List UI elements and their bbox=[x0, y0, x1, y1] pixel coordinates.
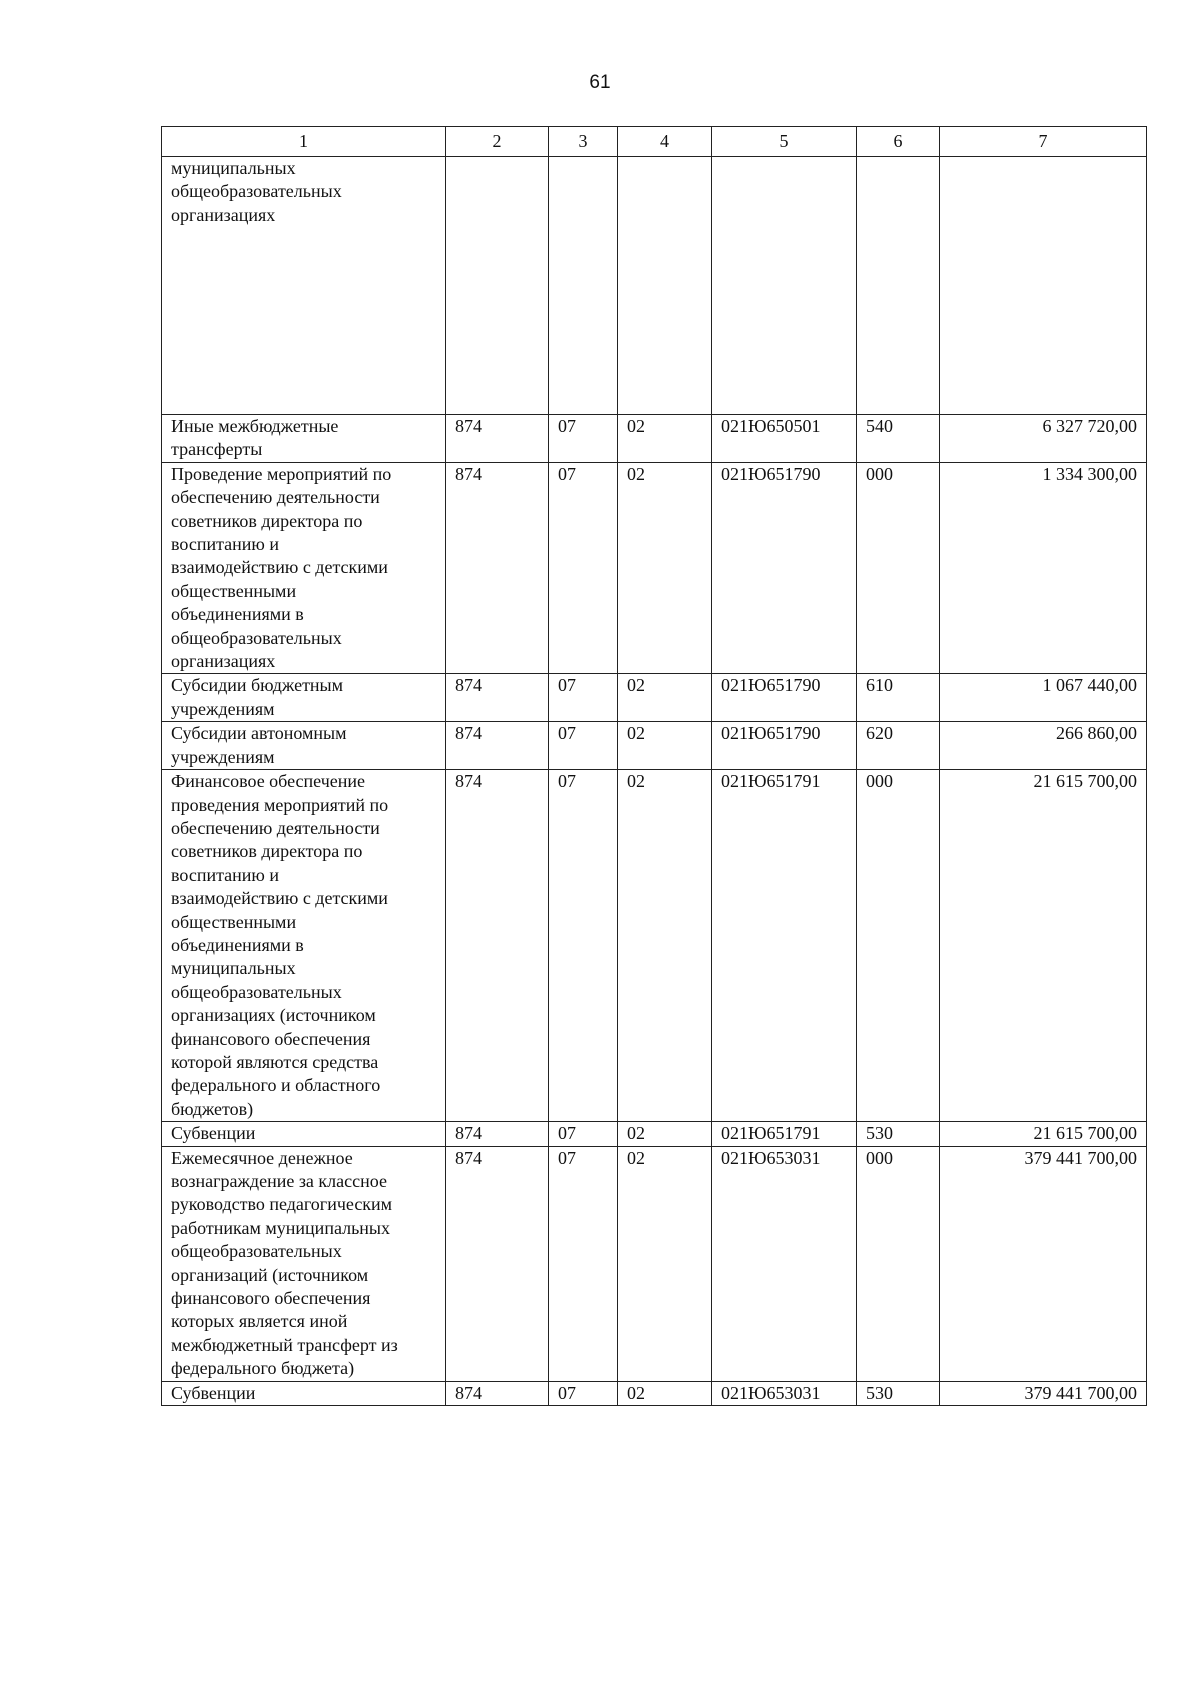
row-name-cell: Субвенции bbox=[162, 1381, 446, 1405]
row-cell-col-5: 021Ю651790 bbox=[712, 674, 857, 722]
row-cell-col-4: 02 bbox=[618, 1146, 712, 1381]
row-cell-col-5: 021Ю653031 bbox=[712, 1381, 857, 1405]
row-cell-col-6: 540 bbox=[857, 415, 940, 463]
row-cell-col-2: 874 bbox=[446, 1381, 549, 1405]
header-col-4: 4 bbox=[618, 127, 712, 157]
row-amount-cell: 6 327 720,00 bbox=[940, 415, 1147, 463]
row-cell-col-2: 874 bbox=[446, 674, 549, 722]
row-cell-col-4: 02 bbox=[618, 1122, 712, 1146]
row-cell-col-6: 610 bbox=[857, 674, 940, 722]
row-name-cell: Ежемесячное денежное вознаграждение за классное руководство педагогическим работникам муниципальных общеобразовательных организаций (источником финансового обеспечения которых является иной межбюджетный трансферт из федерального бюджета) bbox=[162, 1146, 446, 1381]
row-cell-col-5: 021Ю651790 bbox=[712, 462, 857, 674]
row-cell-col-3: 07 bbox=[549, 722, 618, 770]
row-cell-col-6: 000 bbox=[857, 770, 940, 1122]
row-cell-col-3: 07 bbox=[549, 674, 618, 722]
row-name-cell: Иные межбюджетные трансферты bbox=[162, 415, 446, 463]
header-col-3: 3 bbox=[549, 127, 618, 157]
row-cell-col-2: 874 bbox=[446, 1122, 549, 1146]
row-amount-cell: 21 615 700,00 bbox=[940, 770, 1147, 1122]
row-cell-col-5: 021Ю651790 bbox=[712, 722, 857, 770]
row-cell-col-3 bbox=[549, 157, 618, 415]
row-name-cell: муниципальных общеобразовательных организациях bbox=[162, 157, 446, 415]
row-cell-col-4: 02 bbox=[618, 722, 712, 770]
row-cell-col-5: 021Ю651791 bbox=[712, 770, 857, 1122]
page-number: 61 bbox=[589, 72, 611, 93]
table-row bbox=[162, 415, 1147, 463]
table-row bbox=[162, 674, 1147, 722]
header-row bbox=[162, 127, 1147, 157]
table-row bbox=[162, 157, 1147, 415]
row-cell-col-6: 620 bbox=[857, 722, 940, 770]
row-cell-col-3: 07 bbox=[549, 415, 618, 463]
table-row bbox=[162, 1122, 1147, 1146]
row-cell-col-6: 000 bbox=[857, 462, 940, 674]
row-cell-col-4: 02 bbox=[618, 415, 712, 463]
row-cell-col-4: 02 bbox=[618, 674, 712, 722]
row-name-cell: Проведение мероприятий по обеспечению деятельности советников директора по воспитанию и взаимодействию с детскими общественными объединениями в общеобразовательных организациях bbox=[162, 462, 446, 674]
row-cell-col-6: 530 bbox=[857, 1122, 940, 1146]
budget-table bbox=[161, 126, 1147, 1406]
table-row bbox=[162, 770, 1147, 1122]
row-cell-col-3: 07 bbox=[549, 1146, 618, 1381]
header-col-6: 6 bbox=[857, 127, 940, 157]
row-cell-col-2: 874 bbox=[446, 415, 549, 463]
row-cell-col-6: 530 bbox=[857, 1381, 940, 1405]
header-col-2: 2 bbox=[446, 127, 549, 157]
row-name-cell: Финансовое обеспечение проведения мероприятий по обеспечению деятельности советников директора по воспитанию и взаимодействию с детскими общественными объединениями в муниципальных общеобразовательных организациях (источником финансового обеспечения которой являются средства федерального и областного бюджетов) bbox=[162, 770, 446, 1122]
row-cell-col-2: 874 bbox=[446, 1146, 549, 1381]
row-cell-col-5: 021Ю653031 bbox=[712, 1146, 857, 1381]
row-cell-col-6: 000 bbox=[857, 1146, 940, 1381]
row-cell-col-4: 02 bbox=[618, 462, 712, 674]
header-col-5: 5 bbox=[712, 127, 857, 157]
row-amount-cell bbox=[940, 157, 1147, 415]
header-col-1: 1 bbox=[162, 127, 446, 157]
row-amount-cell: 379 441 700,00 bbox=[940, 1381, 1147, 1405]
row-cell-col-3: 07 bbox=[549, 1122, 618, 1146]
row-amount-cell: 379 441 700,00 bbox=[940, 1146, 1147, 1381]
row-name-cell: Субсидии автономным учреждениям bbox=[162, 722, 446, 770]
table-row bbox=[162, 1381, 1147, 1405]
row-cell-col-5: 021Ю651791 bbox=[712, 1122, 857, 1146]
row-amount-cell: 21 615 700,00 bbox=[940, 1122, 1147, 1146]
row-amount-cell: 1 334 300,00 bbox=[940, 462, 1147, 674]
row-name-cell: Субсидии бюджетным учреждениям bbox=[162, 674, 446, 722]
row-cell-col-5 bbox=[712, 157, 857, 415]
table-row bbox=[162, 722, 1147, 770]
row-cell-col-2: 874 bbox=[446, 770, 549, 1122]
row-cell-col-3: 07 bbox=[549, 770, 618, 1122]
table-row bbox=[162, 1146, 1147, 1381]
row-cell-col-4: 02 bbox=[618, 770, 712, 1122]
row-name-cell: Субвенции bbox=[162, 1122, 446, 1146]
row-cell-col-2 bbox=[446, 157, 549, 415]
row-cell-col-2: 874 bbox=[446, 722, 549, 770]
row-cell-col-6 bbox=[857, 157, 940, 415]
row-cell-col-4: 02 bbox=[618, 1381, 712, 1405]
header-col-7: 7 bbox=[940, 127, 1147, 157]
row-cell-col-3: 07 bbox=[549, 1381, 618, 1405]
row-amount-cell: 1 067 440,00 bbox=[940, 674, 1147, 722]
row-cell-col-2: 874 bbox=[446, 462, 549, 674]
row-cell-col-3: 07 bbox=[549, 462, 618, 674]
row-cell-col-4 bbox=[618, 157, 712, 415]
row-cell-col-5: 021Ю650501 bbox=[712, 415, 857, 463]
row-amount-cell: 266 860,00 bbox=[940, 722, 1147, 770]
table-row bbox=[162, 462, 1147, 674]
